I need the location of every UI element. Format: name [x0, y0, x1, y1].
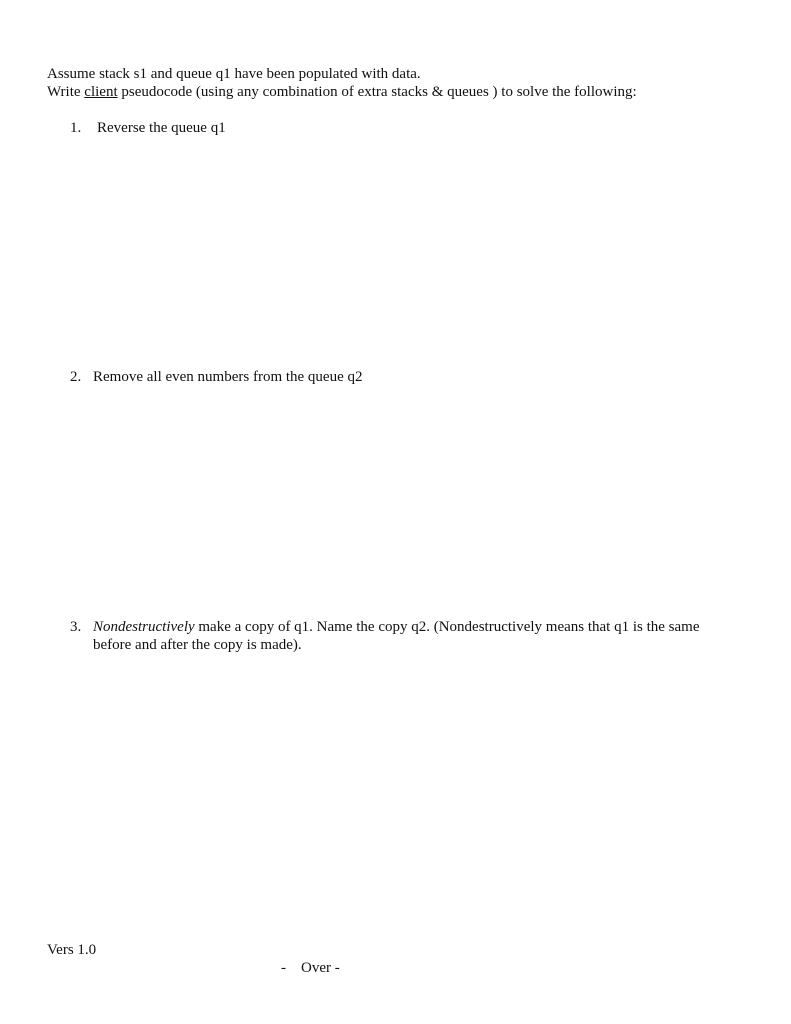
intro-line-2: [47, 84, 637, 101]
question-3-line-1: [93, 619, 700, 636]
question-1-text: Reverse the queue q1: [97, 120, 226, 136]
version-label: Vers 1.0: [47, 942, 97, 958]
page-over-note: - Over -: [281, 960, 340, 976]
question-1-number: 1.: [70, 120, 82, 136]
question-2-number: 2.: [70, 369, 82, 385]
client-underlined-word: client: [84, 84, 118, 100]
question-2-text: Remove all even numbers from the queue q2: [93, 369, 363, 385]
question-3-line-2: before and after the copy is made).: [93, 637, 302, 653]
question-3-italic-lead: Nondestructively: [93, 619, 195, 635]
question-3-number: 3.: [70, 619, 82, 635]
question-3-line-1-rest: make a copy of q1. Name the copy q2. (Nondestructively means that q1 is the same: [194, 619, 700, 635]
intro-line-2-end: pseudocode (using any combination of extra stacks & queues ) to solve the following:: [117, 84, 637, 100]
intro-line-2-start: Write: [47, 84, 85, 100]
intro-line-1: Assume stack s1 and queue q1 have been populated with data.: [47, 66, 421, 82]
